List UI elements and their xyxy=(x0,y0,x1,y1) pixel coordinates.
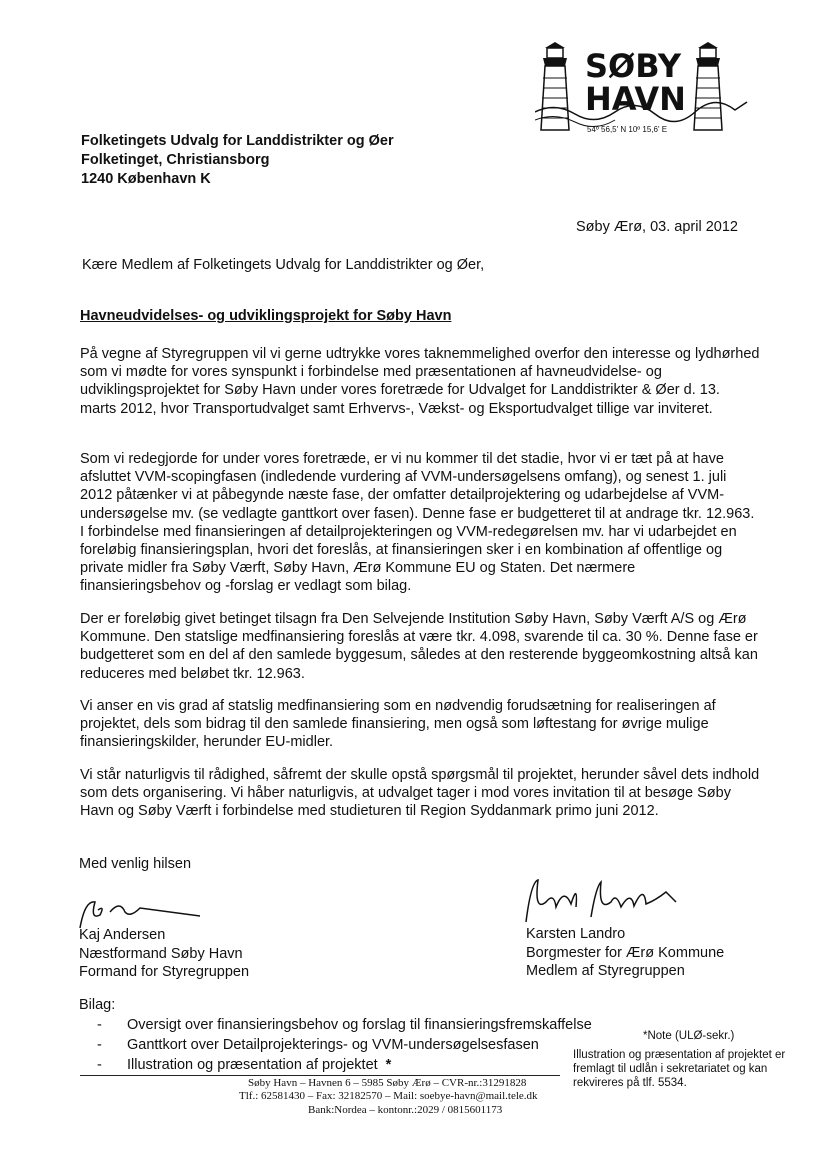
body-paragraph-1: På vegne af Styregruppen vil vi gerne udtrykke vores taknemmelighed overfor den interesse og lydhørhed som vi mødte for vores synspunkt i forbindelse med præsentationen af havneudvidelse- og udviklingsprojektet for Søby Havn under vores foretræde for Udvalget for Landdistrikter & Øer d. 13. marts 2012, hvor Transportudvalget samt Erhvervs-, Vækst- og Eksportudvalget tillige var inviteret. xyxy=(80,346,760,417)
signatory-left xyxy=(79,926,249,982)
bullet-dash: - xyxy=(97,1017,102,1033)
signatory-right-name: Karsten Landro xyxy=(526,926,626,942)
lighthouse-right-icon xyxy=(694,42,722,130)
signatory-left-title1: Næstformand Søby Havn xyxy=(79,945,243,962)
attachments-title: Bilag: xyxy=(79,997,116,1013)
attachment-item-1: Oversigt over finansieringsbehov og forslag til finansieringsfremskaffelse xyxy=(127,1017,592,1033)
body-paragraph-3: Der er foreløbig givet betinget tilsagn fra Den Selvejende Institution Søby Havn, Søby Værft A/S og Ærø Kommune. Den statslige medfinansiering foreslås at være tkr. 4.098, svarende til ca. 30 %. Denne fase er budgetteret som en del af den samlede byggesum, således at den resterende byggeomkostning altså kan reduceres med beløbet tkr. 12.963. xyxy=(80,611,758,682)
signatory-right-title1: Borgmester for Ærø Kommune xyxy=(526,944,725,961)
soby-havn-logo xyxy=(535,42,750,142)
note-text: Illustration og præsentation af projektet er fremlagt til udlån i sekretariatet og kan rekvireres på tlf. 5534. xyxy=(573,1049,786,1089)
lighthouse-logo-graphic xyxy=(535,42,750,142)
asterisk-mark: * xyxy=(385,1057,392,1073)
recipient-line3: 1240 København K xyxy=(81,171,211,187)
signatory-right-title2: Medlem af Styregruppen xyxy=(526,963,685,979)
attachment-item-3: Illustration og præsentation af projektet xyxy=(127,1057,378,1073)
footer-divider xyxy=(80,1075,560,1076)
salutation: Kære Medlem af Folketingets Udvalg for Landdistrikter og Øer, xyxy=(82,257,485,273)
body-paragraph-2: Som vi redegjorde for under vores foretræde, er vi nu kommer til det stadie, hvor vi er tæt på at have afsluttet VVM-scopingfasen (indledende vurdering af VVM-undersøgelsens omfang), og senest 1. juli 2012 påtænker vi at påbegynde næste fase, der omfatter detailprojektering og udarbejdelse af VVM-undersøgelse mv. (se vedlagte ganttkort over fasen). Denne fase er budgetteret til at andrage tkr. 12.963. I forbindelse med finansieringen af detailprojekteringen og VVM-redegørelsen mv. har vi udarbejdet en foreløbig finansieringsplan, hvori det foreslås, at finansieringen sker i en kombination af offentlige og private midler fra Søby Værft, Søby Havn, Ærø Kommune EU og Staten. Det nærmere finansieringsbehov og -forslag er vedlagt som bilag. xyxy=(80,451,755,595)
footer-line1: Søby Havn – Havnen 6 – 5985 Søby Ærø – CVR-nr.:31291828 xyxy=(248,1077,527,1089)
attachment-item-2: Ganttkort over Detailprojekterings- og VVM-undersøgelsesfasen xyxy=(127,1037,539,1053)
body-paragraph-4: Vi anser en vis grad af statslig medfinansiering som en nødvendig forudsætning for realiseringen af projektet, dels som bidrag til den samlede finansiering, men også som løftestang for øvrige mulige finansieringskilder, herunder EU-midler. xyxy=(80,698,716,751)
signatory-right xyxy=(526,925,724,981)
letter-date: Søby Ærø, 03. april 2012 xyxy=(576,219,738,235)
logo-line1: SØBY xyxy=(585,47,682,85)
signature-right xyxy=(516,872,696,932)
bullet-dash: - xyxy=(97,1057,102,1073)
list-item xyxy=(97,1055,592,1075)
attachments-list xyxy=(97,1015,592,1075)
signatory-left-name: Kaj Andersen xyxy=(79,927,166,943)
footer-line3: Bank:Nordea – kontonr.:2029 / 0815601173 xyxy=(308,1104,503,1116)
subject-heading: Havneudvidelses- og udviklingsprojekt for Søby Havn xyxy=(80,308,452,324)
note-label: *Note (ULØ-sekr.) xyxy=(643,1030,735,1042)
list-item xyxy=(97,1035,592,1055)
body-paragraph-5: Vi står naturligvis til rådighed, såfremt der skulle opstå spørgsmål til projektet, herunder såvel dets indhold som dets organisering. Vi håber naturligvis, at udvalget tager i mod vores invitation til at besøge Søby Havn og Søby Værft i forbindelse med studieturen til Region Syddanmark primo juni 2012. xyxy=(80,767,760,820)
recipient-line2: Folketinget, Christiansborg xyxy=(81,152,270,168)
bullet-dash: - xyxy=(97,1037,102,1053)
recipient-address xyxy=(81,132,394,189)
footer-line2: Tlf.: 62581430 – Fax: 32182570 – Mail: soebye-havn@mail.tele.dk xyxy=(239,1090,538,1102)
logo-coordinates: 54º 56,5' N 10º 15,6' E xyxy=(587,125,668,134)
recipient-line1: Folketingets Udvalg for Landdistrikter og Øer xyxy=(81,133,394,149)
closing: Med venlig hilsen xyxy=(79,856,192,872)
signatory-left-title2: Formand for Styregruppen xyxy=(79,964,250,980)
list-item xyxy=(97,1015,592,1035)
logo-line2: HAVN xyxy=(585,80,686,118)
